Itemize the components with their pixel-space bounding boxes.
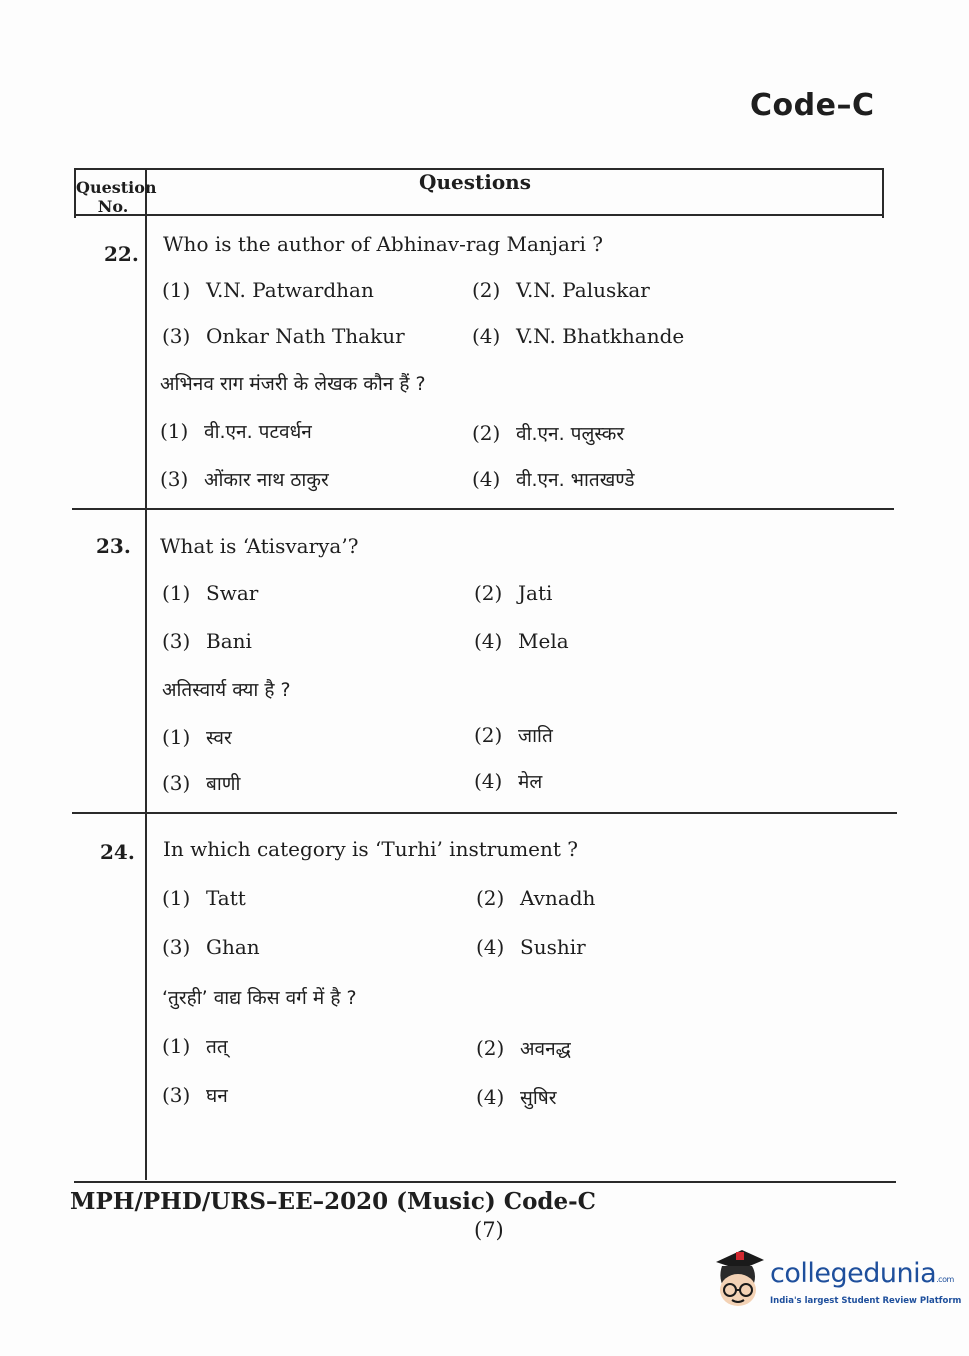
option-number: (4) <box>472 324 501 348</box>
option-text: तत् <box>206 1036 228 1058</box>
option-en-4 <box>474 629 569 653</box>
option-hi-1 <box>162 724 232 750</box>
option-number: (4) <box>476 1085 505 1109</box>
option-hi-1 <box>162 1033 228 1059</box>
question-number: 22. <box>104 242 139 266</box>
row-divider-23-24 <box>72 812 897 814</box>
option-number: (2) <box>476 1036 505 1060</box>
option-hi-4 <box>476 1084 557 1110</box>
option-number: (1) <box>162 725 191 749</box>
option-text: Sushir <box>520 935 586 959</box>
option-number: (1) <box>162 581 191 605</box>
option-en-2 <box>476 886 595 910</box>
option-en-1 <box>162 886 246 910</box>
logo-tagline: India's largest Student Review Platform <box>770 1296 962 1306</box>
option-number: (4) <box>476 935 505 959</box>
option-text: Tatt <box>206 886 246 910</box>
option-text: V.N. Patwardhan <box>206 278 374 302</box>
option-en-3 <box>162 324 405 348</box>
option-number: (2) <box>474 723 503 747</box>
header-question-no-line1: Question <box>76 178 157 197</box>
question-number: 24. <box>100 840 135 864</box>
option-hi-3 <box>162 1082 228 1108</box>
question-text-hi: अभिनव राग मंजरी के लेखक कौन हैं ? <box>160 373 426 395</box>
question-text-hi: अतिस्वार्य क्या है ? <box>162 679 291 701</box>
option-number: (2) <box>472 421 501 445</box>
option-number: (3) <box>162 629 191 653</box>
option-text: मेल <box>518 771 543 793</box>
option-number: (3) <box>160 467 189 491</box>
option-text: स्वर <box>206 727 232 749</box>
table-bottom-border <box>74 1181 896 1183</box>
option-text: Avnadh <box>520 886 596 910</box>
option-text: जाति <box>518 725 553 747</box>
option-hi-1 <box>160 418 312 444</box>
option-en-4 <box>472 324 684 348</box>
footer-exam-code: MPH/PHD/URS–EE–2020 (Music) Code-C <box>70 1188 596 1215</box>
option-number: (3) <box>162 935 191 959</box>
option-number: (4) <box>472 467 501 491</box>
header-questions: Questions <box>419 170 531 194</box>
option-hi-3 <box>162 770 240 796</box>
option-text: वी.एन. पटवर्धन <box>204 421 312 443</box>
code-label: Code–C <box>750 88 875 123</box>
column-divider <box>145 168 147 1180</box>
option-hi-4 <box>474 768 542 794</box>
header-question-no <box>76 178 157 216</box>
option-text: Onkar Nath Thakur <box>206 324 405 348</box>
option-hi-4 <box>472 466 635 492</box>
page-number: (7) <box>474 1218 504 1242</box>
mascot-icon <box>708 1248 766 1316</box>
option-number: (1) <box>162 278 191 302</box>
option-number: (2) <box>476 886 505 910</box>
option-en-1 <box>162 278 374 302</box>
question-text-en: Who is the author of Abhinav-rag Manjari ? <box>163 232 603 256</box>
logo-brand: collegedunia <box>770 1258 937 1289</box>
logo-suffix: .com <box>936 1275 954 1284</box>
option-en-3 <box>162 629 252 653</box>
option-number: (1) <box>160 419 189 443</box>
option-text: Mela <box>518 629 569 653</box>
table-header-divider <box>74 214 884 216</box>
option-text: बाणी <box>206 773 241 795</box>
option-text: V.N. Bhatkhande <box>516 324 685 348</box>
option-number: (3) <box>162 1083 191 1107</box>
option-text: Ghan <box>206 935 260 959</box>
option-hi-2 <box>476 1035 571 1061</box>
question-text-en: What is ‘Atisvarya’? <box>160 534 359 558</box>
option-text: घन <box>206 1085 228 1107</box>
option-number: (4) <box>474 769 503 793</box>
option-number: (1) <box>162 1034 191 1058</box>
header-question-no-line2: No. <box>97 197 129 216</box>
row-divider-22-23 <box>72 508 894 510</box>
option-text: ओंकार नाथ ठाकुर <box>204 469 329 491</box>
option-text: Bani <box>206 629 252 653</box>
question-text-en: In which category is ‘Turhi’ instrument ? <box>163 837 578 861</box>
option-text: सुषिर <box>520 1087 557 1109</box>
option-number: (3) <box>162 771 191 795</box>
option-text: वी.एन. पलुस्कर <box>516 423 625 445</box>
option-number: (3) <box>162 324 191 348</box>
option-en-2 <box>472 278 650 302</box>
option-hi-3 <box>160 466 329 492</box>
option-number: (1) <box>162 886 191 910</box>
option-number: (4) <box>474 629 503 653</box>
question-number: 23. <box>96 534 131 558</box>
option-en-2 <box>474 581 552 605</box>
option-text: अवनद्ध <box>520 1038 571 1060</box>
option-text: वी.एन. भातखण्डे <box>516 469 635 491</box>
option-en-4 <box>476 935 586 959</box>
option-text: Swar <box>206 581 259 605</box>
question-text-hi: ‘तुरही’ वाद्य किस वर्ग में है ? <box>162 987 357 1009</box>
option-text: V.N. Paluskar <box>516 278 650 302</box>
option-number: (2) <box>474 581 503 605</box>
option-en-1 <box>162 581 258 605</box>
option-hi-2 <box>474 722 553 748</box>
option-hi-2 <box>472 420 624 446</box>
table-right-border <box>882 168 884 218</box>
option-text: Jati <box>518 581 553 605</box>
option-number: (2) <box>472 278 501 302</box>
collegedunia-logo <box>708 1248 962 1316</box>
logo-wordmark <box>770 1258 954 1289</box>
option-en-3 <box>162 935 260 959</box>
